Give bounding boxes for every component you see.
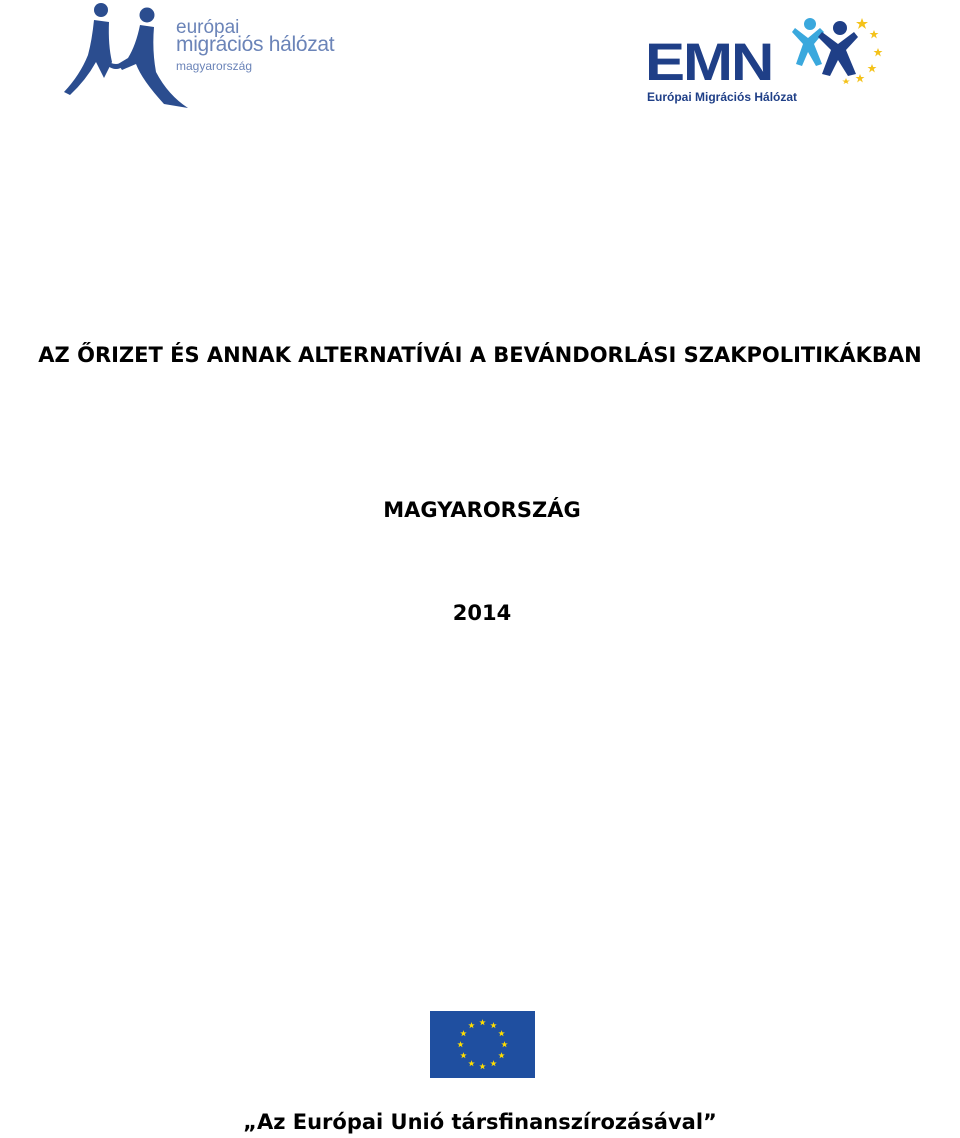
holding-hands-figures-icon	[56, 0, 196, 110]
document-title: AZ ŐRIZET ÉS ANNAK ALTERNATÍVÁI A BEVÁNDORLÁSI SZAKPOLITIKÁKBAN	[38, 343, 922, 367]
logo-text-line1: európai	[176, 17, 240, 38]
logo-text-line2: migrációs hálózat	[176, 33, 335, 56]
country-heading: MAGYARORSZÁG	[383, 498, 581, 522]
cofunding-statement: „Az Európai Unió társfinanszírozásával”	[243, 1110, 717, 1134]
emn-logo	[645, 14, 885, 106]
logo-text-line3: magyarország	[176, 59, 253, 73]
emn-acronym: EMN	[645, 32, 773, 92]
emn-hungary-logo	[56, 0, 335, 110]
eu-flag-icon	[430, 1011, 535, 1078]
year-heading: 2014	[452, 601, 512, 625]
emn-subtitle: Európai Migrációs Hálózat	[647, 90, 798, 104]
emn-figures-stars-icon	[790, 14, 885, 84]
